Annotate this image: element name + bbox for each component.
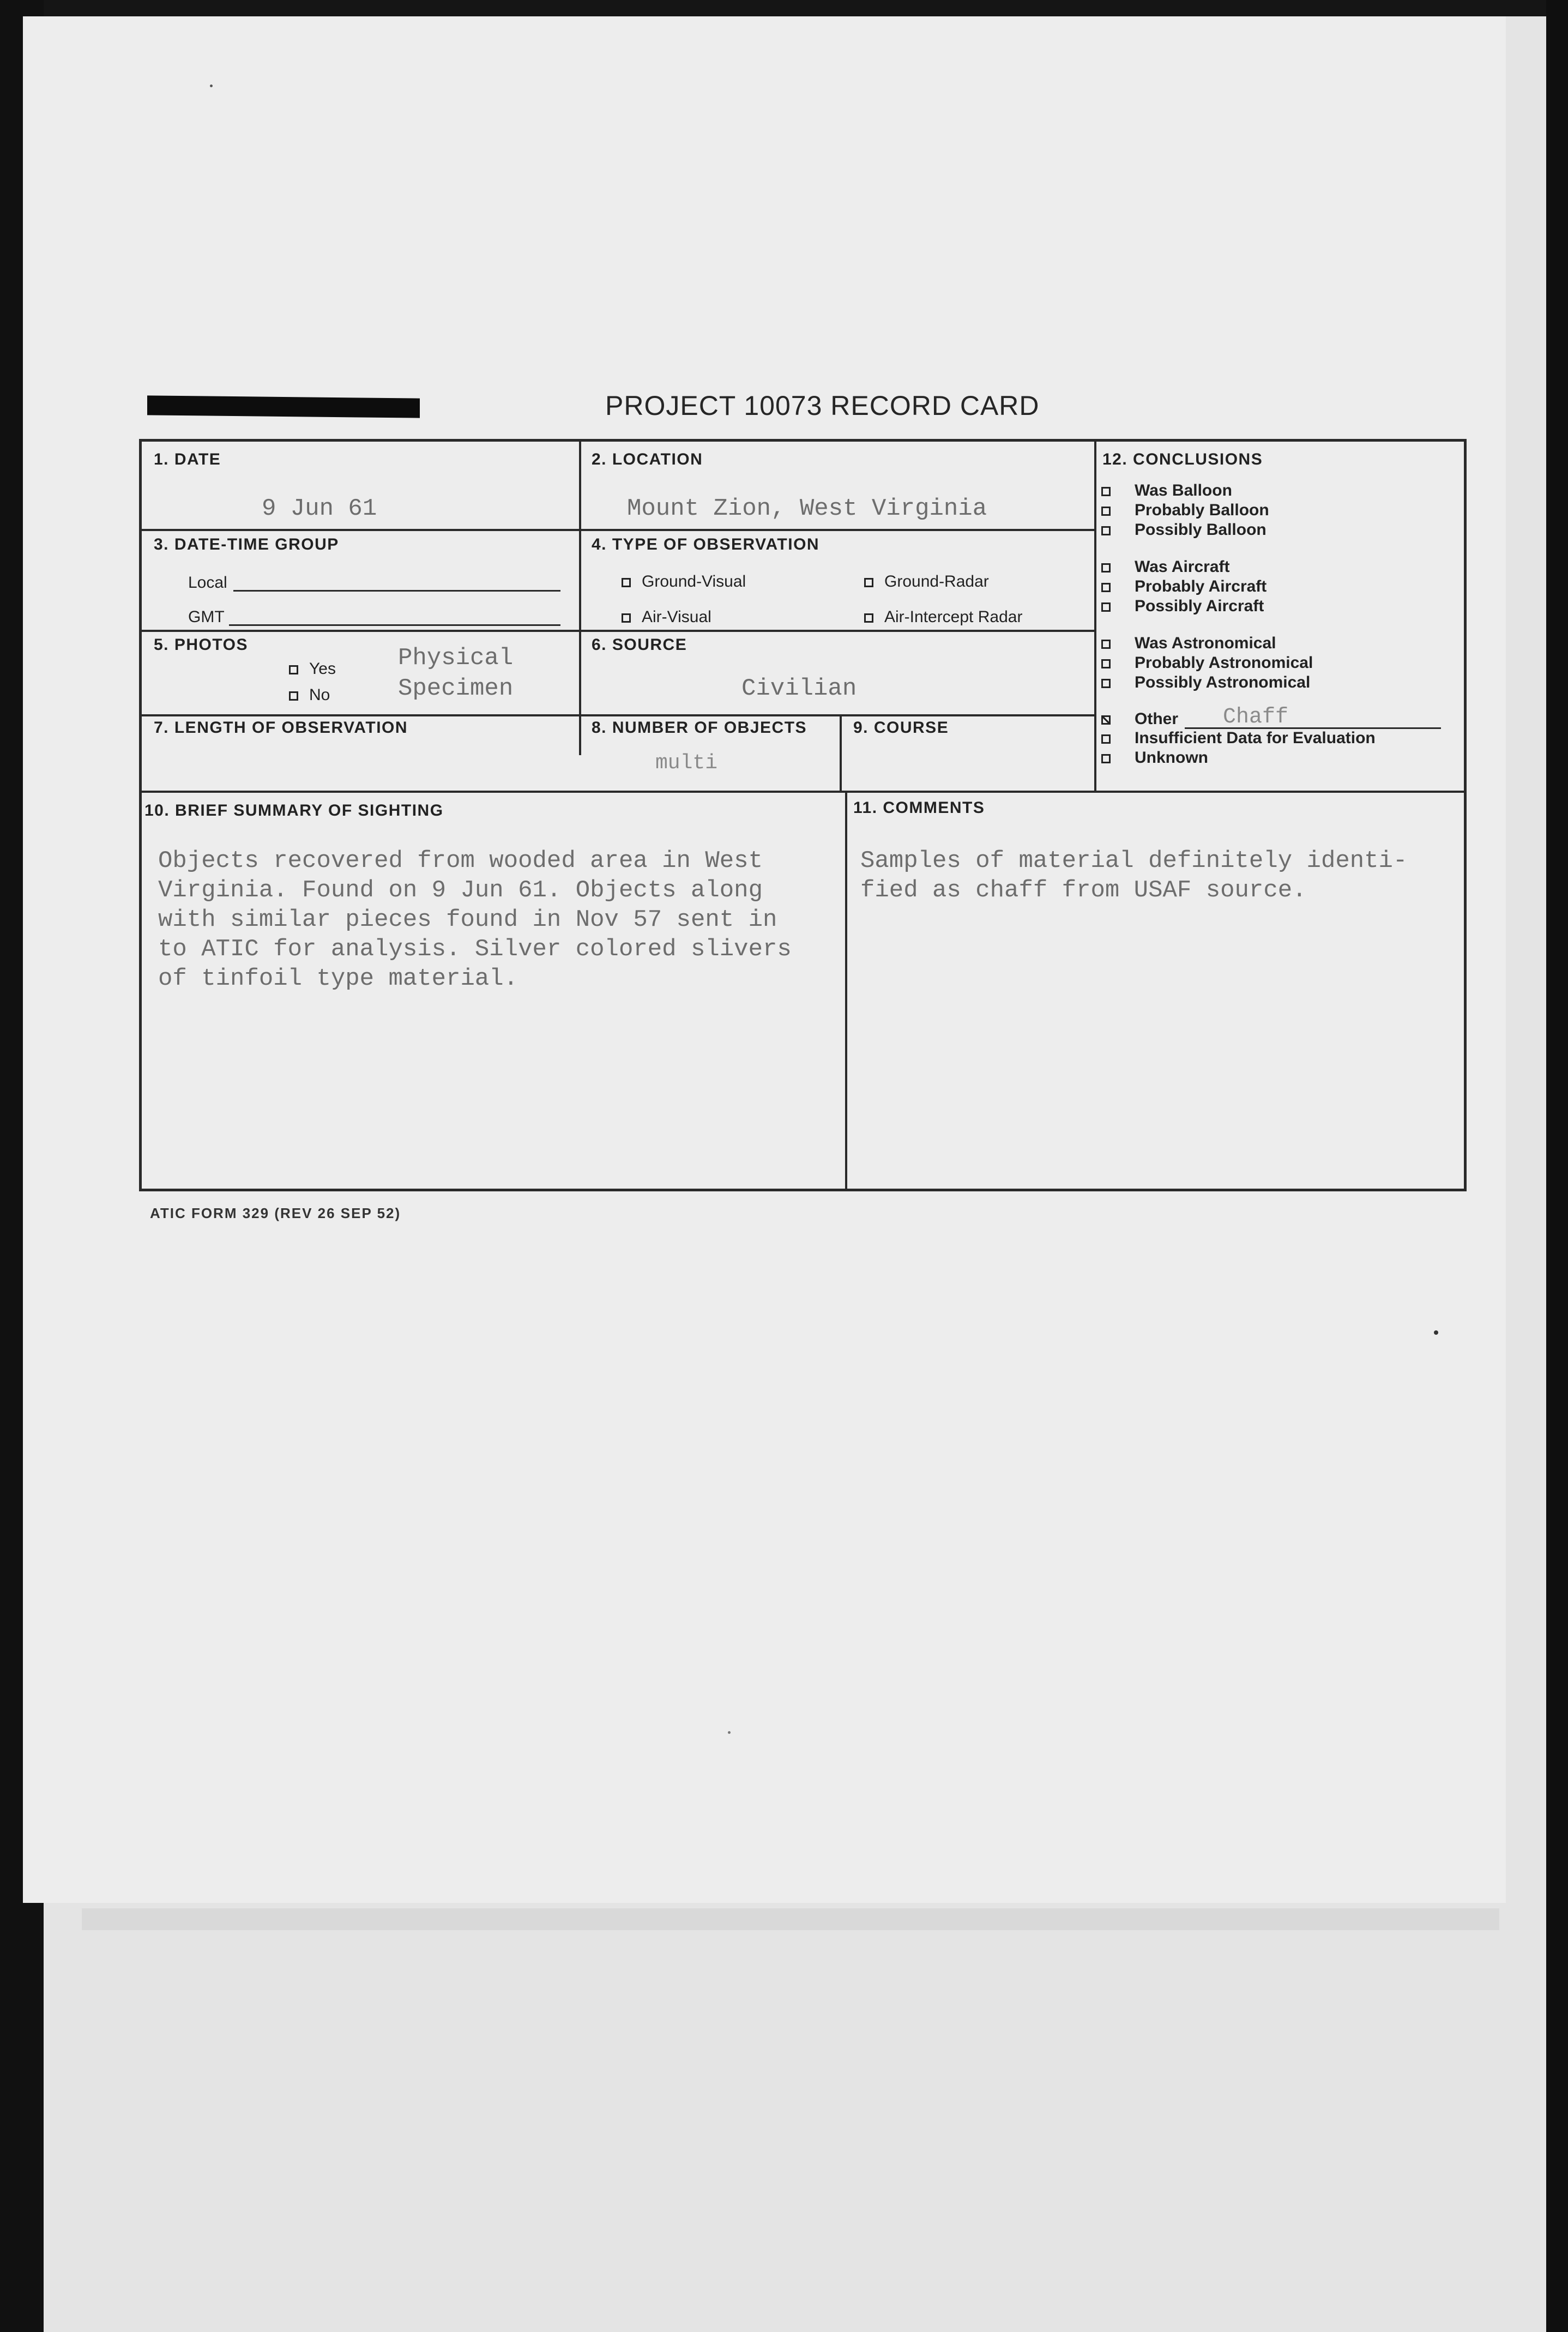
conclusion-probably-astronomical: Probably Astronomical (1101, 653, 1313, 673)
redaction-bar (147, 395, 420, 418)
summary-line: Objects recovered from wooded area in West (158, 847, 763, 875)
checkbox-checked-icon (1101, 715, 1111, 725)
summary-label: 10. BRIEF SUMMARY OF SIGHTING (144, 802, 444, 819)
conclusion-was-aircraft: Was Aircraft (1101, 557, 1267, 577)
option-ground-visual: Ground-Visual (622, 573, 746, 591)
conclusions-group-astronomical (1101, 634, 1313, 692)
checkbox-icon (1101, 563, 1111, 573)
option-air-intercept-radar: Air-Intercept Radar (864, 608, 1022, 626)
conclusion-probably-aircraft: Probably Aircraft (1101, 577, 1267, 596)
row-divider-3 (142, 714, 1094, 716)
checkbox-icon (1101, 659, 1111, 668)
date-value: 9 Jun 61 (262, 495, 377, 522)
conclusions-group-aircraft (1101, 557, 1267, 616)
type-of-observation-label: 4. TYPE OF OBSERVATION (592, 535, 820, 553)
gmt-line (229, 624, 560, 626)
record-card (139, 439, 1467, 1191)
summary-line: to ATIC for analysis. Silver colored slivers (158, 936, 792, 963)
conclusion-probably-balloon: Probably Balloon (1101, 501, 1269, 520)
date-label: 1. DATE (154, 450, 221, 468)
conclusion-unknown: Unknown (1101, 748, 1441, 768)
conclusion-was-astronomical: Was Astronomical (1101, 634, 1313, 653)
divider-summary (845, 791, 847, 1191)
form-footer: ATIC FORM 329 (REV 26 SEP 52) (150, 1205, 401, 1221)
dust-speck (1434, 1330, 1438, 1335)
comments-text (860, 846, 1460, 905)
gmt-label: GMT (188, 608, 225, 626)
length-of-observation-label: 7. LENGTH OF OBSERVATION (154, 719, 408, 737)
film-border-right (1546, 0, 1568, 2332)
conclusion-other: Other Chaff (1101, 709, 1441, 728)
checkbox-icon (1101, 754, 1111, 763)
date-time-group-label: 3. DATE-TIME GROUP (154, 535, 339, 553)
conclusion-possibly-balloon: Possibly Balloon (1101, 520, 1269, 540)
photos-note-line2: Specimen (398, 675, 514, 702)
row-divider-4 (142, 791, 1464, 793)
checkbox-icon (864, 613, 873, 623)
divider-course (840, 714, 842, 792)
conclusion-insufficient-data: Insufficient Data for Evaluation (1101, 728, 1441, 748)
dust-speck (728, 1731, 731, 1734)
row-divider-1 (142, 529, 1094, 531)
photos-label: 5. PHOTOS (154, 636, 248, 654)
option-air-visual: Air-Visual (622, 608, 711, 626)
checkbox-icon (1101, 679, 1111, 688)
checkbox-icon (1101, 640, 1111, 649)
conclusion-possibly-astronomical: Possibly Astronomical (1101, 673, 1313, 692)
other-value: Chaff (1223, 705, 1289, 730)
checkbox-icon (864, 578, 873, 587)
photos-yes-option: Yes (289, 660, 336, 678)
divider-conclusions (1094, 442, 1096, 791)
comments-line: Samples of material definitely identi- (860, 847, 1408, 875)
course-label: 9. COURSE (853, 719, 949, 737)
local-label: Local (188, 574, 227, 592)
other-line (1185, 705, 1441, 730)
checkbox-icon (1101, 487, 1111, 496)
local-line (233, 590, 560, 592)
checkbox-icon (1101, 526, 1111, 535)
photos-note-line1: Physical (398, 644, 514, 672)
source-value: Civilian (741, 675, 857, 702)
comments-label: 11. COMMENTS (853, 799, 985, 817)
summary-line: of tinfoil type material. (158, 965, 518, 992)
summary-line: with similar pieces found in Nov 57 sent in (158, 906, 777, 933)
comments-line: fied as chaff from USAF source. (860, 877, 1307, 904)
option-ground-radar: Ground-Radar (864, 573, 989, 591)
checkbox-icon (1101, 583, 1111, 592)
location-label: 2. LOCATION (592, 450, 703, 468)
page-edge-shadow (82, 1908, 1499, 1930)
location-value: Mount Zion, West Virginia (627, 495, 987, 522)
checkbox-icon (1101, 507, 1111, 516)
conclusions-label: 12. CONCLUSIONS (1102, 450, 1263, 468)
dust-speck (210, 85, 213, 87)
film-border-top (0, 0, 1568, 16)
row-divider-2 (142, 630, 1094, 632)
checkbox-icon (1101, 602, 1111, 612)
checkbox-icon (289, 691, 298, 701)
conclusion-was-balloon: Was Balloon (1101, 481, 1269, 501)
checkbox-icon (289, 665, 298, 674)
summary-line: Virginia. Found on 9 Jun 61. Objects along (158, 877, 763, 904)
card-title: PROJECT 10073 RECORD CARD (605, 390, 1040, 421)
summary-text (158, 846, 840, 993)
checkbox-icon (622, 578, 631, 587)
checkbox-icon (1101, 734, 1111, 744)
photos-no-option: No (289, 686, 330, 704)
conclusions-group-balloon (1101, 481, 1269, 540)
conclusion-possibly-aircraft: Possibly Aircraft (1101, 596, 1267, 616)
checkbox-icon (622, 613, 631, 623)
conclusions-group-other (1101, 705, 1441, 768)
number-of-objects-label: 8. NUMBER OF OBJECTS (592, 719, 807, 737)
source-label: 6. SOURCE (592, 636, 687, 654)
number-of-objects-value: multi (655, 751, 718, 775)
divider-col1 (579, 442, 581, 755)
